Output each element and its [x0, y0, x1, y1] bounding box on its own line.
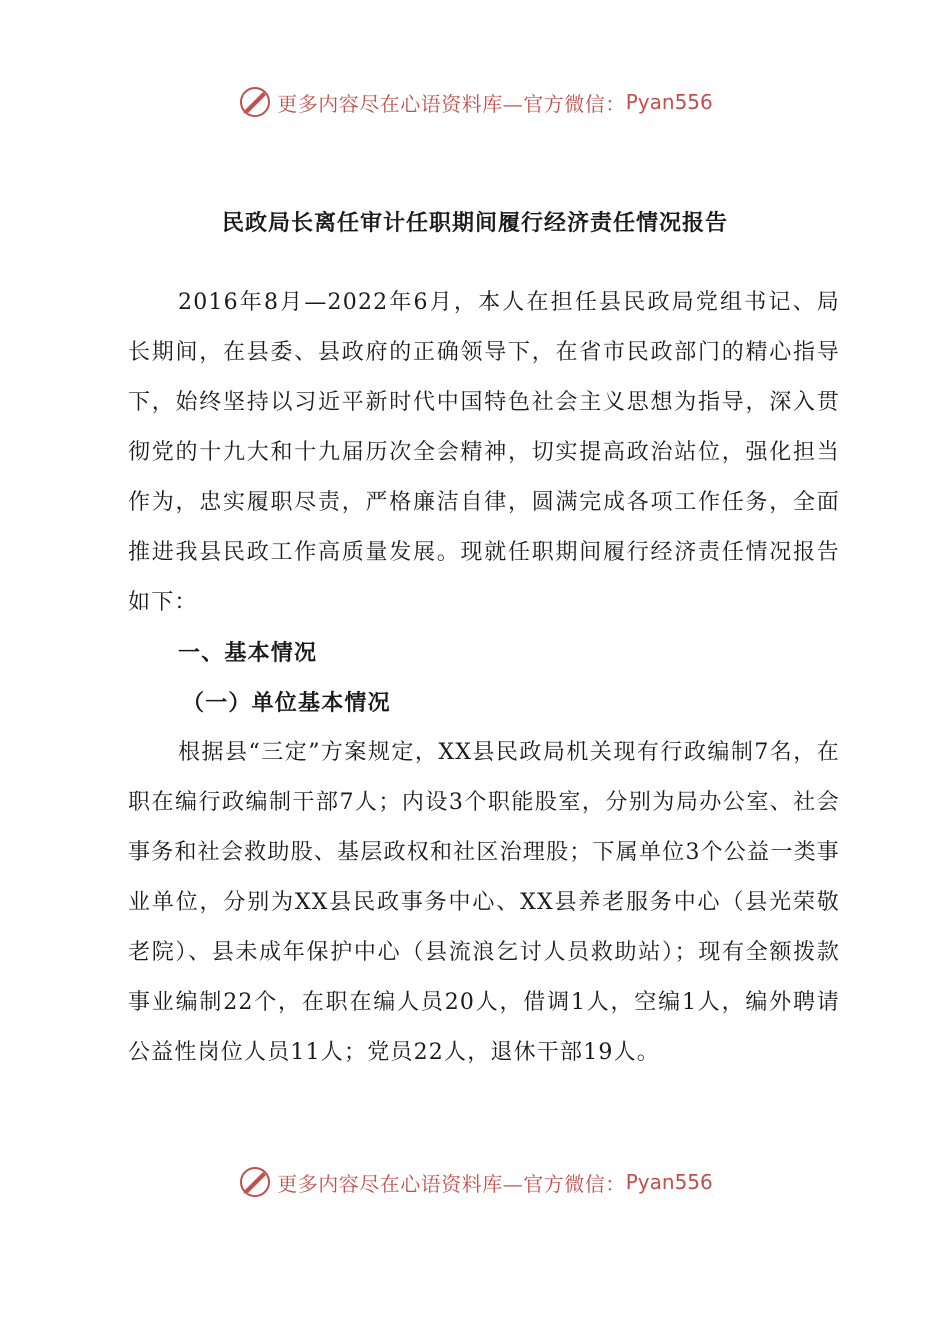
watermark-wechat-id: Pyan556: [625, 90, 713, 114]
watermark-wechat-id: Pyan556: [625, 1170, 713, 1194]
pen-logo-icon: [237, 84, 273, 120]
document-title: 民政局长离任审计任职期间履行经济责任情况报告: [221, 210, 728, 236]
watermark-text: 更多内容尽在心语资料库—官方微信：: [277, 91, 626, 116]
watermark-banner-top: [0, 82, 950, 122]
watermark-banner-bottom: [0, 1162, 950, 1202]
watermark-text: 更多内容尽在心语资料库—官方微信：: [277, 1171, 626, 1196]
section-heading: 一、基本情况: [178, 640, 318, 666]
subsection-paragraph: 根据县“三定”方案规定，XX县民政局机关现有行政编制7名，在职在编行政编制干部7人；内设3个职能股室，分别为局办公室、社会事务和社会救助股、基层政权和社区治理股；下属单位3个公益一类事业单位，分别为XX县民政事务中心、XX县养老服务中心（县光荣敬老院）、县未成年保护中心（县流浪乞讨人员救助站）；现有全额拨款事业编制22个，在职在编人员20人，借调1人，空编1人，编外聘请公益性岗位人员11人；党员22人，退休干部19人。: [128, 740, 840, 1065]
document-body: [128, 278, 840, 1078]
subsection-heading: （一）单位基本情况: [182, 690, 391, 716]
intro-paragraph: 2016年8月—2022年6月，本人在担任县民政局党组书记、局长期间，在县委、县政府的正确领导下，在省市民政部门的精心指导下，始终坚持以习近平新时代中国特色社会主义思想为指导，深入贯彻党的十九大和十九届历次全会精神，切实提高政治站位，强化担当作为，忠实履职尽责，严格廉洁自律，圆满完成各项工作任务，全面推进我县民政工作高质量发展。现就任职期间履行经济责任情况报告如下：: [128, 290, 840, 615]
pen-logo-icon: [237, 1164, 273, 1200]
